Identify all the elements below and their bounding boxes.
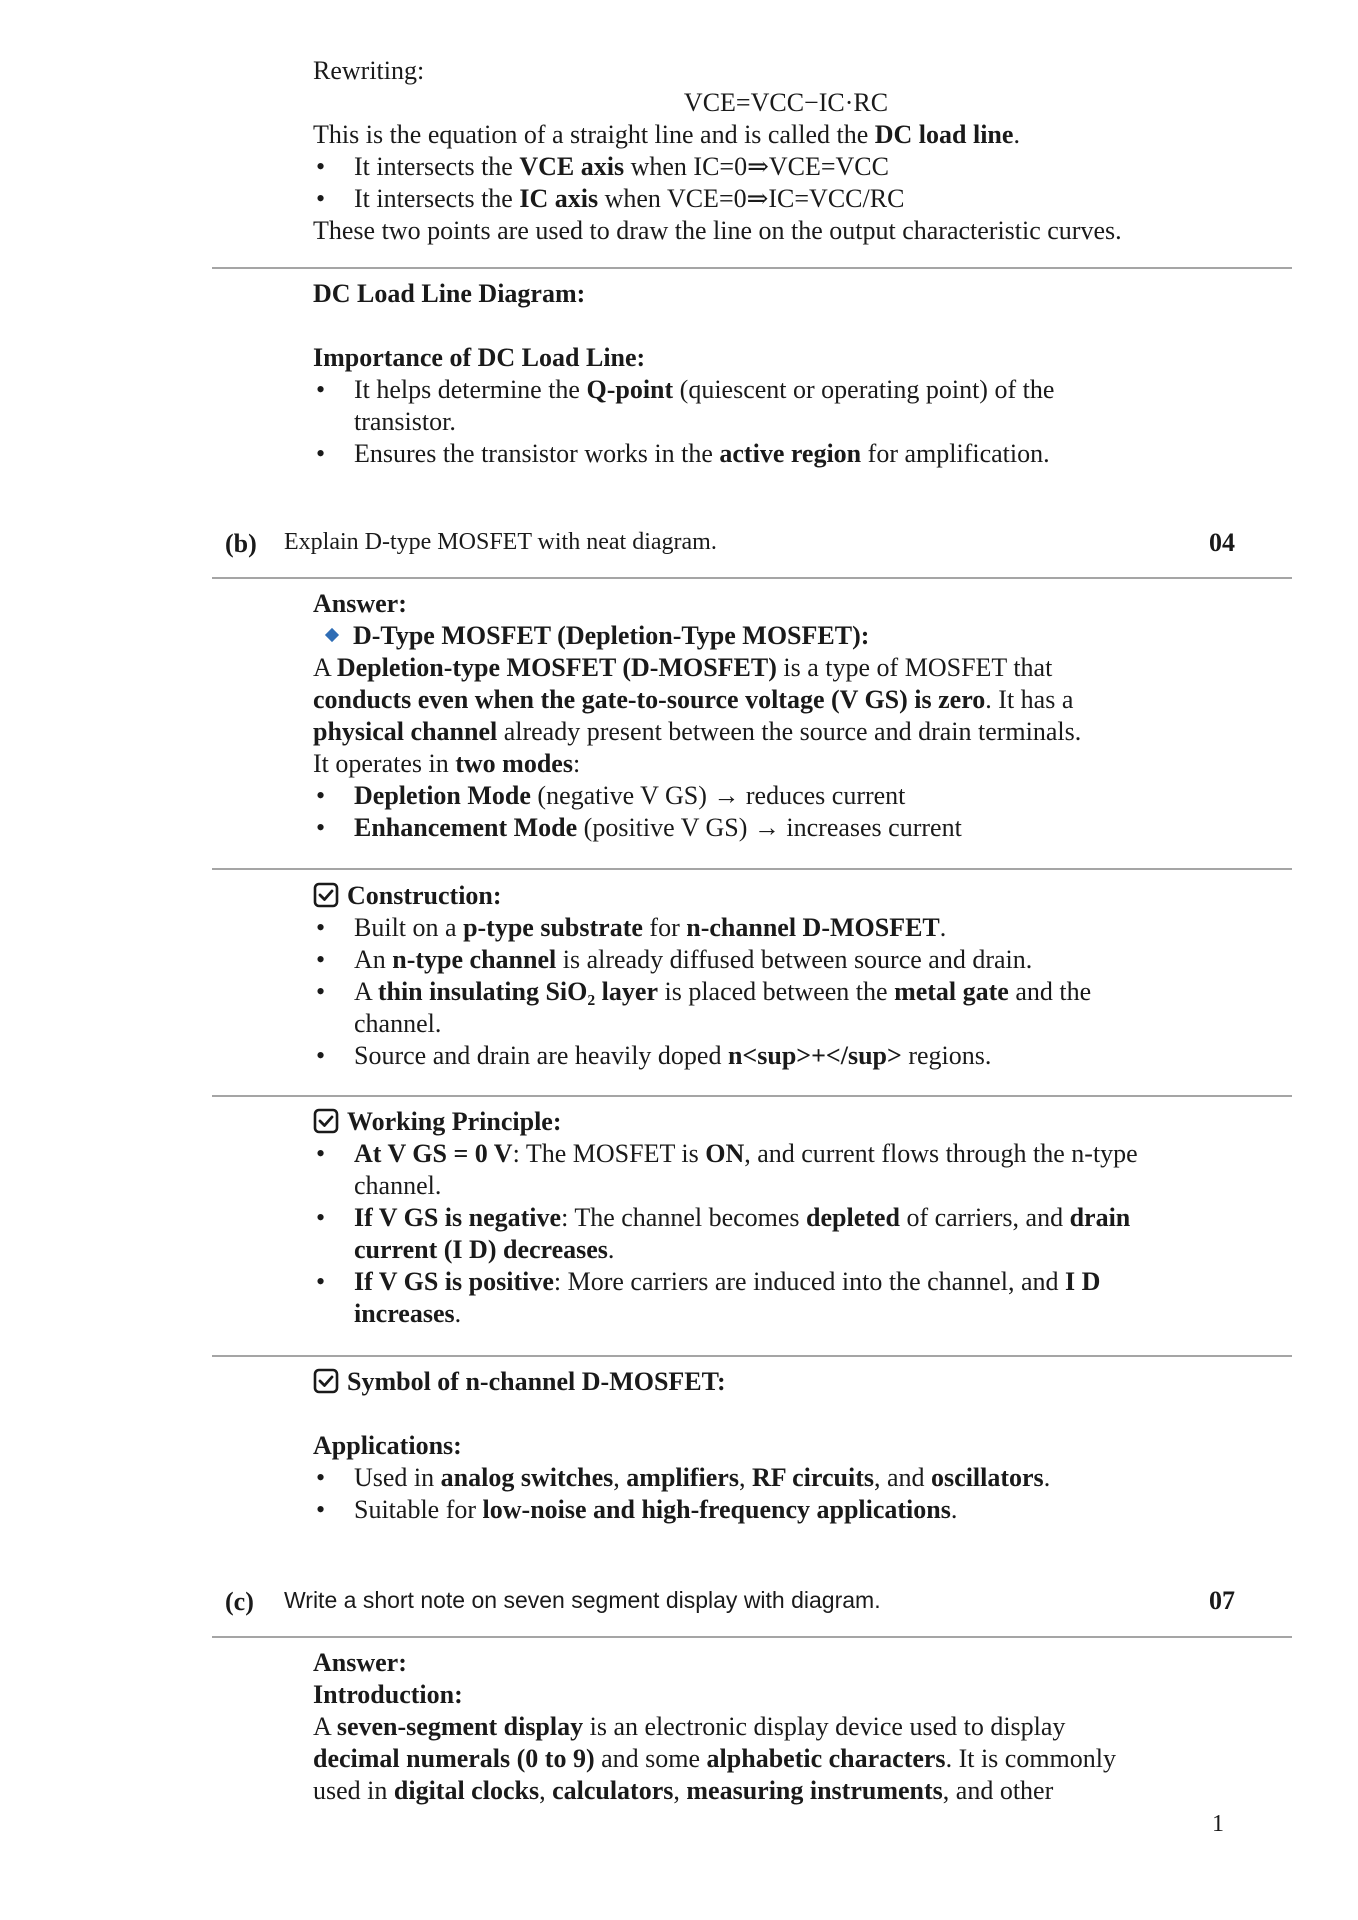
dc-load-line-section xyxy=(313,55,1213,247)
section-heading: Introduction: xyxy=(313,1680,463,1709)
importance-section xyxy=(313,278,1213,470)
page-number: 1 xyxy=(1212,1811,1224,1837)
list-item: • Suitable for low-noise and high-frequency applications. xyxy=(313,1494,1213,1526)
question-marks: 04 xyxy=(1209,528,1235,557)
load-line-equation: VCE=VCC−IC·RC xyxy=(683,88,889,117)
list-item-continuation: increases. xyxy=(354,1299,462,1328)
section-heading: Symbol of n-channel D-MOSFET: xyxy=(313,1366,1213,1398)
list-item: • It helps determine the Q-point (quiescent or operating point) of the xyxy=(313,374,1213,406)
divider xyxy=(212,868,1292,870)
list-item-continuation: current (I D) decreases. xyxy=(354,1235,615,1264)
paragraph-line: conducts even when the gate-to-source voltage (V GS) is zero. It has a xyxy=(313,685,1074,714)
answer-label: Answer: xyxy=(313,589,407,618)
list-item: • Depletion Mode (negative V GS) → reduces current xyxy=(313,780,1213,812)
question-label: (b) xyxy=(225,529,257,558)
list-item: • Source and drain are heavily doped n<sup>+</sup> regions. xyxy=(313,1040,1213,1072)
divider xyxy=(212,1355,1292,1357)
paragraph-line: decimal numerals (0 to 9) and some alphabetic characters. It is commonly xyxy=(313,1744,1116,1773)
paragraph-line: physical channel already present between the source and drain terminals. xyxy=(313,717,1082,746)
question-text: Write a short note on seven segment display with diagram. xyxy=(284,1587,881,1613)
question-label: (c) xyxy=(225,1587,254,1616)
paragraph-line: A Depletion-type MOSFET (D-MOSFET) is a type of MOSFET that xyxy=(313,653,1053,682)
divider xyxy=(212,577,1292,579)
list-item: • Enhancement Mode (positive V GS) → increases current xyxy=(313,812,1213,844)
rewriting-label: Rewriting: xyxy=(313,56,425,85)
section-heading: Applications: xyxy=(313,1431,462,1460)
list-item: • An n-type channel is already diffused between source and drain. xyxy=(313,944,1213,976)
section-heading: Working Principle: xyxy=(313,1106,1213,1138)
section-heading: Importance of DC Load Line: xyxy=(313,343,646,372)
list-item: • Ensures the transistor works in the active region for amplification. xyxy=(313,438,1213,470)
closing-paragraph: These two points are used to draw the line on the output characteristic curves. xyxy=(313,216,1122,245)
paragraph-line: It operates in two modes: xyxy=(313,749,581,778)
section-heading: Construction: xyxy=(313,880,1213,912)
working-principle-section xyxy=(313,1106,1213,1330)
answer-c-intro xyxy=(313,1647,1213,1807)
list-item: • It intersects the IC axis when VCE=0⇒IC=VCC/RC xyxy=(313,183,1213,215)
list-item: • It intersects the VCE axis when IC=0⇒VCE=VCC xyxy=(313,151,1213,183)
construction-section xyxy=(313,880,1213,1072)
checkbox-checked-icon xyxy=(313,1368,339,1394)
divider xyxy=(212,267,1292,269)
question-text: Explain D-type MOSFET with neat diagram. xyxy=(284,529,717,555)
list-item: • At V GS = 0 V: The MOSFET is ON, and current flows through the n-type xyxy=(313,1138,1213,1170)
load-line-paragraph: This is the equation of a straight line and is called the DC load line. xyxy=(313,120,1020,149)
answer-b-intro xyxy=(313,588,1213,844)
paragraph-line: used in digital clocks, calculators, measuring instruments, and other xyxy=(313,1776,1054,1805)
list-item: • If V GS is positive: More carriers are induced into the channel, and I D xyxy=(313,1266,1213,1298)
answer-label: Answer: xyxy=(313,1648,407,1677)
list-item: • Built on a p-type substrate for n-channel D-MOSFET. xyxy=(313,912,1213,944)
list-item-continuation: channel. xyxy=(354,1009,442,1038)
list-item: • Used in analog switches, amplifiers, RF circuits, and oscillators. xyxy=(313,1462,1213,1494)
section-heading: DC Load Line Diagram: xyxy=(313,279,586,308)
list-item-continuation: transistor. xyxy=(354,407,456,436)
list-item-continuation: channel. xyxy=(354,1171,442,1200)
paragraph-line: A seven-segment display is an electronic display device used to display xyxy=(313,1712,1066,1741)
question-marks: 07 xyxy=(1209,1586,1235,1615)
list-item: • A thin insulating SiO₂ layer is placed between the metal gate and the xyxy=(313,976,1213,1008)
divider xyxy=(212,1636,1292,1638)
checkbox-checked-icon xyxy=(313,882,339,908)
symbol-applications-section xyxy=(313,1366,1213,1526)
diamond-bullet-icon xyxy=(325,628,339,642)
list-item: • If V GS is negative: The channel becomes depleted of carriers, and drain xyxy=(313,1202,1213,1234)
divider xyxy=(212,1095,1292,1097)
checkbox-checked-icon xyxy=(313,1108,339,1134)
section-title: D-Type MOSFET (Depletion-Type MOSFET): xyxy=(313,620,1213,652)
